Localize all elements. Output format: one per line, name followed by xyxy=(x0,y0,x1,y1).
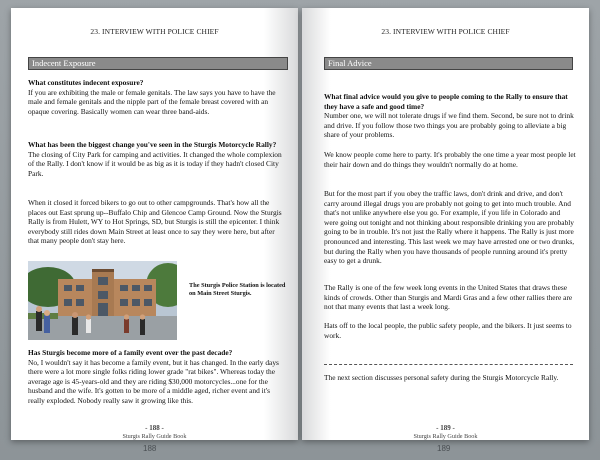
text-block xyxy=(28,78,286,116)
book-title: Sturgis Rally Guide Book xyxy=(413,433,478,440)
text-block xyxy=(28,198,286,246)
answer: The closing of City Park for camping and activities. It changed the whole complexion of the Rally. I don't know if it would be as big as it is today if they hadn't closed City Park. xyxy=(28,149,282,178)
answer: No, I wouldn't say it has become a family event, but it has changed. In the early days there were a lot more single folks riding lower grade "rat bikes". Whereas today the average age is 45-years-old and they are riding $30,000 motorcycles...one for the husband and the wife. It's gotten to be more of a middle aged, richer event and it's really exploded. Nobody really saw it growing like this. xyxy=(28,357,279,405)
answer: If you are exhibiting the male or female genitals. The law says you have to have the male and female genitals and the nipple part of the female breast covered with an opaque covering. Basically women can wear three band-aids. xyxy=(28,87,276,116)
text-block xyxy=(28,140,286,178)
text-block xyxy=(28,348,286,406)
running-head: 23. INTERVIEW WITH POLICE CHIEF xyxy=(381,27,510,36)
police-station-photo xyxy=(28,261,177,340)
question: What constitutes indecent exposure? xyxy=(28,78,144,87)
text-block xyxy=(324,373,576,383)
dashed-divider xyxy=(324,364,573,365)
answer: The next section discusses personal safety during the Sturgis Motorcycle Rally. xyxy=(324,373,559,382)
page-folio: - 188 - xyxy=(145,424,164,432)
question: Has Sturgis become more of a family event over the past decade? xyxy=(28,348,233,357)
section-title-bar: Indecent Exposure xyxy=(28,57,288,70)
text-block xyxy=(324,189,576,266)
book-title: Sturgis Rally Guide Book xyxy=(122,433,187,440)
text-block xyxy=(324,92,576,140)
text-block xyxy=(324,150,576,169)
left-page xyxy=(11,8,298,440)
text-block xyxy=(324,283,576,312)
question: What has been the biggest change you've seen in the Sturgis Motorcycle Rally? xyxy=(28,140,277,149)
answer: We know people come here to party. It's probably the one time a year most people let their hair down and do things they wouldn't normally do at home. xyxy=(324,150,576,169)
question: What final advice would you give to people coming to the Rally to ensure that they have a safe and good time? xyxy=(324,92,568,111)
answer: Hats off to the local people, the public safety people, and the bikers. It just seems to work. xyxy=(324,321,572,340)
running-head: 23. INTERVIEW WITH POLICE CHIEF xyxy=(90,27,219,36)
answer: When it closed it forced bikers to go out to other campgrounds. That's how all the places out East sprung up--Buffalo Chip and Glencoe Camp Ground. Now the Sturgis Rally is from Hulett, WY to Hot Springs, SD, but Sturgis is still the epicenter. I think everybody still rides down Main Street at least once to say they were here, but after that many people don't stay here. xyxy=(28,198,282,246)
page-folio: - 189 - xyxy=(436,424,455,432)
section-title-bar: Final Advice xyxy=(324,57,573,70)
right-page xyxy=(302,8,589,440)
answer: The Rally is one of the few week long events in the United States that draws these kinds of crowds. Other than Sturgis and Mardi Gras and a few other rallies there are not that many events that last a week long. xyxy=(324,283,573,312)
photo-caption: The Sturgis Police Station is located on Main Street Sturgis. xyxy=(189,282,286,297)
text-block xyxy=(324,321,576,340)
answer: Number one, we will not tolerate drugs if we find them. Second, be sure not to drink and drive. If you follow those two things you are probably going to alleviate a big share of your problems. xyxy=(324,111,574,140)
page-number-left: 188 xyxy=(143,444,157,453)
page-number-right: 189 xyxy=(437,444,451,453)
answer: But for the most part if you obey the traffic laws, don't drink and drive, and don't carry around illegal drugs you are probably not going to get into much trouble. And that's not unlike anywhere else you go. For example, if you life in Colorado and were going out tonight and not thinking about responsible drinking you are probably going to be in trouble. It's not just the Rally where it happens. The Rally is just more pronounced and interesting. This last week we may have arrested one or two drunks, but during the Rally when you have thousands of people running around it's pretty easy to get a drunk. xyxy=(324,189,575,266)
